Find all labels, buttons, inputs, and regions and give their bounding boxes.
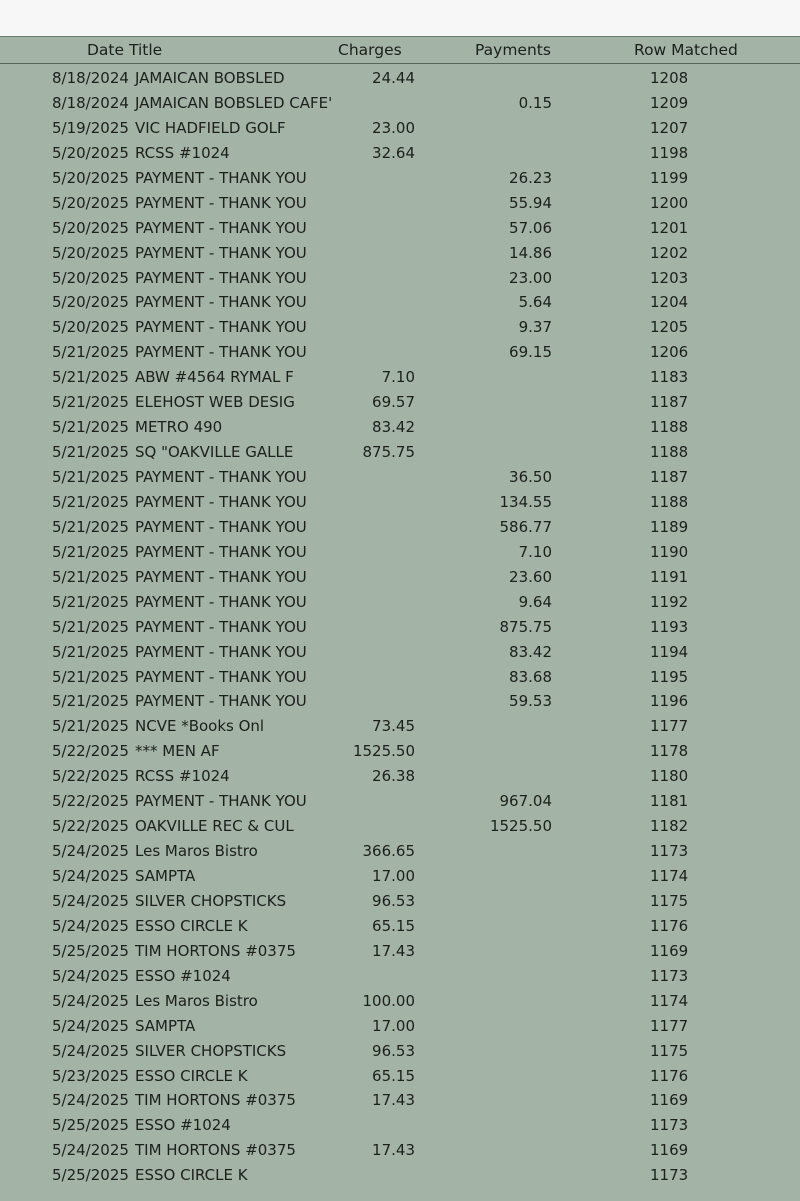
header-date-title: Date Title bbox=[87, 41, 163, 59]
header-row-matched: Row Matched bbox=[634, 41, 738, 59]
cell-row-matched: 1199 bbox=[650, 168, 689, 187]
table-row bbox=[0, 1163, 800, 1188]
cell-row-matched: 1206 bbox=[650, 343, 689, 362]
cell-title: Les Maros Bistro bbox=[135, 991, 258, 1010]
cell-title: RCSS #1024 bbox=[135, 767, 230, 786]
cell-row-matched: 1173 bbox=[650, 966, 689, 985]
header-payments: Payments bbox=[475, 41, 551, 59]
table-row bbox=[0, 1014, 800, 1039]
table-row bbox=[0, 241, 800, 266]
cell-row-matched: 1204 bbox=[650, 293, 689, 312]
cell-charge: 17.43 bbox=[372, 941, 415, 960]
cell-payment: 23.00 bbox=[509, 268, 552, 287]
cell-date: 5/25/2025 bbox=[52, 1166, 129, 1185]
cell-row-matched: 1207 bbox=[650, 118, 689, 137]
cell-payment: 9.64 bbox=[518, 592, 552, 611]
cell-row-matched: 1205 bbox=[650, 318, 689, 337]
table-row bbox=[0, 714, 800, 739]
cell-date: 5/22/2025 bbox=[52, 767, 129, 786]
table-row bbox=[0, 789, 800, 814]
cell-charge: 96.53 bbox=[372, 891, 415, 910]
cell-charge: 96.53 bbox=[372, 1041, 415, 1060]
table-row bbox=[0, 565, 800, 590]
cell-date: 5/24/2025 bbox=[52, 1016, 129, 1035]
cell-payment: 967.04 bbox=[499, 792, 552, 811]
cell-row-matched: 1190 bbox=[650, 542, 689, 561]
cell-date: 5/21/2025 bbox=[52, 592, 129, 611]
cell-title: ABW #4564 RYMAL F bbox=[135, 368, 294, 387]
cell-title: JAMAICAN BOBSLED bbox=[135, 69, 285, 87]
cell-title: PAYMENT - THANK YOU bbox=[135, 168, 307, 187]
cell-title: ESSO CIRCLE K bbox=[135, 1166, 248, 1185]
table-row bbox=[0, 640, 800, 665]
table-row bbox=[0, 939, 800, 964]
cell-date: 5/21/2025 bbox=[52, 717, 129, 736]
cell-row-matched: 1195 bbox=[650, 667, 689, 686]
cell-date: 5/22/2025 bbox=[52, 817, 129, 836]
cell-title: PAYMENT - THANK YOU bbox=[135, 642, 307, 661]
cell-row-matched: 1180 bbox=[650, 767, 689, 786]
cell-row-matched: 1178 bbox=[650, 742, 689, 761]
cell-title: SILVER CHOPSTICKS bbox=[135, 891, 287, 910]
cell-title: VIC HADFIELD GOLF bbox=[135, 118, 286, 137]
cell-payment: 69.15 bbox=[509, 343, 552, 362]
cell-payment: 134.55 bbox=[499, 492, 552, 511]
cell-date: 5/24/2025 bbox=[52, 842, 129, 861]
cell-charge: 65.15 bbox=[372, 1066, 415, 1085]
cell-date: 5/24/2025 bbox=[52, 1091, 129, 1110]
cell-payment: 0.15 bbox=[518, 93, 552, 112]
cell-title: NCVE *Books Onl bbox=[135, 717, 265, 736]
table-row bbox=[0, 764, 800, 789]
cell-payment: 23.60 bbox=[509, 567, 552, 586]
cell-payment: 14.86 bbox=[509, 243, 552, 262]
cell-title: ESSO #1024 bbox=[135, 966, 231, 985]
cell-payment: 36.50 bbox=[509, 468, 552, 486]
cell-row-matched: 1174 bbox=[650, 991, 689, 1010]
cell-row-matched: 1189 bbox=[650, 517, 689, 536]
cell-date: 5/23/2025 bbox=[52, 1066, 129, 1085]
cell-charge: 17.43 bbox=[372, 1091, 415, 1110]
cell-row-matched: 1183 bbox=[650, 368, 689, 387]
cell-row-matched: 1169 bbox=[650, 1141, 689, 1160]
cell-date: 5/22/2025 bbox=[52, 792, 129, 811]
cell-date: 5/21/2025 bbox=[52, 468, 129, 486]
cell-date: 5/20/2025 bbox=[52, 243, 129, 262]
cell-charge: 69.57 bbox=[372, 393, 415, 412]
cell-row-matched: 1191 bbox=[650, 567, 689, 586]
cell-title: ELEHOST WEB DESIG bbox=[135, 393, 295, 412]
cell-charge: 26.38 bbox=[372, 767, 415, 786]
header-charges: Charges bbox=[338, 41, 402, 59]
cell-title: PAYMENT - THANK YOU bbox=[135, 517, 307, 536]
table-row bbox=[0, 465, 800, 490]
table-row bbox=[0, 266, 800, 291]
cell-charge: 65.15 bbox=[372, 916, 415, 935]
table-row bbox=[0, 290, 800, 315]
cell-row-matched: 1182 bbox=[650, 817, 689, 836]
cell-title: PAYMENT - THANK YOU bbox=[135, 343, 307, 362]
cell-payment: 586.77 bbox=[499, 517, 552, 536]
cell-date: 5/24/2025 bbox=[52, 867, 129, 885]
cell-date: 5/24/2025 bbox=[52, 966, 129, 985]
cell-title: TIM HORTONS #0375 bbox=[135, 941, 296, 960]
cell-row-matched: 1173 bbox=[650, 1116, 689, 1135]
table-row bbox=[0, 1113, 800, 1138]
cell-date: 5/21/2025 bbox=[52, 418, 129, 437]
cell-date: 5/20/2025 bbox=[52, 268, 129, 287]
cell-charge: 100.00 bbox=[362, 991, 415, 1010]
cell-date: 5/21/2025 bbox=[52, 667, 129, 686]
table-row bbox=[0, 1039, 800, 1064]
table-row bbox=[0, 839, 800, 864]
cell-title: SQ "OAKVILLE GALLE bbox=[135, 443, 294, 462]
table-body bbox=[0, 66, 800, 1188]
table-row bbox=[0, 191, 800, 216]
cell-date: 5/22/2025 bbox=[52, 742, 129, 761]
cell-payment: 5.64 bbox=[518, 293, 552, 312]
table-row bbox=[0, 1064, 800, 1089]
cell-row-matched: 1177 bbox=[650, 1016, 689, 1035]
cell-date: 5/21/2025 bbox=[52, 617, 129, 636]
cell-title: SAMPTA bbox=[135, 1016, 196, 1035]
cell-date: 5/20/2025 bbox=[52, 293, 129, 312]
cell-row-matched: 1200 bbox=[650, 193, 689, 212]
table-row bbox=[0, 166, 800, 191]
table-row bbox=[0, 340, 800, 365]
cell-charge: 17.00 bbox=[372, 867, 415, 885]
cell-date: 5/21/2025 bbox=[52, 567, 129, 586]
cell-date: 5/21/2025 bbox=[52, 692, 129, 711]
table-row bbox=[0, 365, 800, 390]
cell-title: SAMPTA bbox=[135, 867, 196, 885]
cell-payment: 26.23 bbox=[509, 168, 552, 187]
cell-payment: 57.06 bbox=[509, 218, 552, 237]
cell-title: *** MEN AF bbox=[135, 742, 220, 761]
cell-charge: 7.10 bbox=[381, 368, 415, 387]
table-row bbox=[0, 590, 800, 615]
cell-date: 5/25/2025 bbox=[52, 1116, 129, 1135]
cell-charge: 83.42 bbox=[372, 418, 415, 437]
table-row bbox=[0, 440, 800, 465]
cell-row-matched: 1181 bbox=[650, 792, 689, 811]
table-row bbox=[0, 814, 800, 839]
cell-title: RCSS #1024 bbox=[135, 143, 230, 162]
cell-charge: 17.00 bbox=[372, 1016, 415, 1035]
table-row bbox=[0, 689, 800, 714]
cell-date: 5/24/2025 bbox=[52, 891, 129, 910]
cell-date: 5/21/2025 bbox=[52, 492, 129, 511]
cell-title: OAKVILLE REC & CUL bbox=[135, 817, 294, 836]
cell-row-matched: 1187 bbox=[650, 468, 689, 486]
cell-row-matched: 1196 bbox=[650, 692, 689, 711]
cell-title: PAYMENT - THANK YOU bbox=[135, 318, 307, 337]
cell-row-matched: 1174 bbox=[650, 867, 689, 885]
cell-date: 8/18/2024 bbox=[52, 93, 129, 112]
cell-charge: 73.45 bbox=[372, 717, 415, 736]
cell-payment: 9.37 bbox=[518, 318, 552, 337]
cell-date: 5/20/2025 bbox=[52, 318, 129, 337]
cell-title: PAYMENT - THANK YOU bbox=[135, 468, 307, 486]
cell-title: TIM HORTONS #0375 bbox=[135, 1091, 296, 1110]
cell-date: 5/24/2025 bbox=[52, 1041, 129, 1060]
cell-row-matched: 1187 bbox=[650, 393, 689, 412]
cell-title: PAYMENT - THANK YOU bbox=[135, 792, 307, 811]
cell-date: 5/21/2025 bbox=[52, 517, 129, 536]
cell-date: 5/21/2025 bbox=[52, 443, 129, 462]
table-row bbox=[0, 66, 800, 91]
cell-date: 5/21/2025 bbox=[52, 393, 129, 412]
cell-title: PAYMENT - THANK YOU bbox=[135, 293, 307, 312]
cell-row-matched: 1169 bbox=[650, 941, 689, 960]
table-row bbox=[0, 889, 800, 914]
cell-row-matched: 1193 bbox=[650, 617, 689, 636]
cell-charge: 875.75 bbox=[362, 443, 415, 462]
cell-title: PAYMENT - THANK YOU bbox=[135, 592, 307, 611]
table-row bbox=[0, 515, 800, 540]
cell-date: 5/24/2025 bbox=[52, 916, 129, 935]
table-row bbox=[0, 864, 800, 889]
cell-title: PAYMENT - THANK YOU bbox=[135, 268, 307, 287]
cell-row-matched: 1169 bbox=[650, 1091, 689, 1110]
cell-title: PAYMENT - THANK YOU bbox=[135, 243, 307, 262]
cell-title: ESSO CIRCLE K bbox=[135, 1066, 248, 1085]
cell-payment: 875.75 bbox=[499, 617, 552, 636]
table-row bbox=[0, 116, 800, 141]
cell-payment: 1525.50 bbox=[489, 817, 552, 836]
cell-row-matched: 1175 bbox=[650, 1041, 689, 1060]
cell-row-matched: 1194 bbox=[650, 642, 689, 661]
cell-title: SILVER CHOPSTICKS bbox=[135, 1041, 287, 1060]
cell-title: PAYMENT - THANK YOU bbox=[135, 542, 307, 561]
cell-row-matched: 1175 bbox=[650, 891, 689, 910]
cell-payment: 7.10 bbox=[518, 542, 552, 561]
cell-row-matched: 1202 bbox=[650, 243, 689, 262]
table-row bbox=[0, 739, 800, 764]
cell-row-matched: 1188 bbox=[650, 492, 689, 511]
cell-date: 5/21/2025 bbox=[52, 368, 129, 387]
cell-charge: 1525.50 bbox=[352, 742, 415, 761]
cell-title: ESSO CIRCLE K bbox=[135, 916, 248, 935]
cell-title: PAYMENT - THANK YOU bbox=[135, 218, 307, 237]
cell-row-matched: 1173 bbox=[650, 1166, 689, 1185]
cell-charge: 17.43 bbox=[372, 1141, 415, 1160]
cell-row-matched: 1201 bbox=[650, 218, 689, 237]
table-row bbox=[0, 315, 800, 340]
cell-charge: 24.44 bbox=[372, 69, 415, 87]
table-row bbox=[0, 91, 800, 116]
cell-date: 5/20/2025 bbox=[52, 143, 129, 162]
cell-payment: 83.42 bbox=[509, 642, 552, 661]
table-row bbox=[0, 1088, 800, 1113]
cell-row-matched: 1173 bbox=[650, 842, 689, 861]
cell-payment: 55.94 bbox=[509, 193, 552, 212]
table-row bbox=[0, 490, 800, 515]
cell-row-matched: 1176 bbox=[650, 1066, 689, 1085]
cell-date: 5/25/2025 bbox=[52, 941, 129, 960]
cell-title: PAYMENT - THANK YOU bbox=[135, 667, 307, 686]
table-row bbox=[0, 540, 800, 565]
cell-payment: 59.53 bbox=[509, 692, 552, 711]
cell-date: 5/21/2025 bbox=[52, 343, 129, 362]
cell-title: TIM HORTONS #0375 bbox=[135, 1141, 296, 1160]
table-row bbox=[0, 615, 800, 640]
table-row bbox=[0, 964, 800, 989]
cell-date: 5/20/2025 bbox=[52, 193, 129, 212]
cell-row-matched: 1192 bbox=[650, 592, 689, 611]
cell-title: PAYMENT - THANK YOU bbox=[135, 193, 307, 212]
table-row bbox=[0, 415, 800, 440]
cell-title: Les Maros Bistro bbox=[135, 842, 258, 861]
cell-date: 5/20/2025 bbox=[52, 168, 129, 187]
cell-row-matched: 1208 bbox=[650, 69, 689, 87]
cell-title: METRO 490 bbox=[135, 418, 223, 437]
table-row bbox=[0, 390, 800, 415]
cell-title: PAYMENT - THANK YOU bbox=[135, 492, 307, 511]
cell-title: PAYMENT - THANK YOU bbox=[135, 692, 307, 711]
transactions-sheet bbox=[0, 36, 800, 1201]
table-row bbox=[0, 914, 800, 939]
table-row bbox=[0, 141, 800, 166]
table-row bbox=[0, 216, 800, 241]
cell-date: 5/19/2025 bbox=[52, 118, 129, 137]
cell-row-matched: 1209 bbox=[650, 93, 689, 112]
cell-title: ESSO #1024 bbox=[135, 1116, 231, 1135]
cell-title: PAYMENT - THANK YOU bbox=[135, 617, 307, 636]
cell-date: 5/24/2025 bbox=[52, 1141, 129, 1160]
cell-title: PAYMENT - THANK YOU bbox=[135, 567, 307, 586]
table-row bbox=[0, 1138, 800, 1163]
cell-charge: 23.00 bbox=[372, 118, 415, 137]
cell-title: JAMAICAN BOBSLED CAFE' bbox=[135, 93, 333, 112]
table-header bbox=[0, 37, 800, 64]
cell-charge: 32.64 bbox=[372, 143, 415, 162]
cell-row-matched: 1203 bbox=[650, 268, 689, 287]
cell-date: 8/18/2024 bbox=[52, 69, 129, 87]
cell-date: 5/21/2025 bbox=[52, 542, 129, 561]
cell-charge: 366.65 bbox=[362, 842, 415, 861]
table-row bbox=[0, 665, 800, 690]
cell-date: 5/21/2025 bbox=[52, 642, 129, 661]
cell-row-matched: 1188 bbox=[650, 418, 689, 437]
cell-row-matched: 1188 bbox=[650, 443, 689, 462]
cell-row-matched: 1198 bbox=[650, 143, 689, 162]
cell-row-matched: 1176 bbox=[650, 916, 689, 935]
cell-date: 5/24/2025 bbox=[52, 991, 129, 1010]
table-row bbox=[0, 989, 800, 1014]
cell-date: 5/20/2025 bbox=[52, 218, 129, 237]
cell-payment: 83.68 bbox=[509, 667, 552, 686]
cell-row-matched: 1177 bbox=[650, 717, 689, 736]
